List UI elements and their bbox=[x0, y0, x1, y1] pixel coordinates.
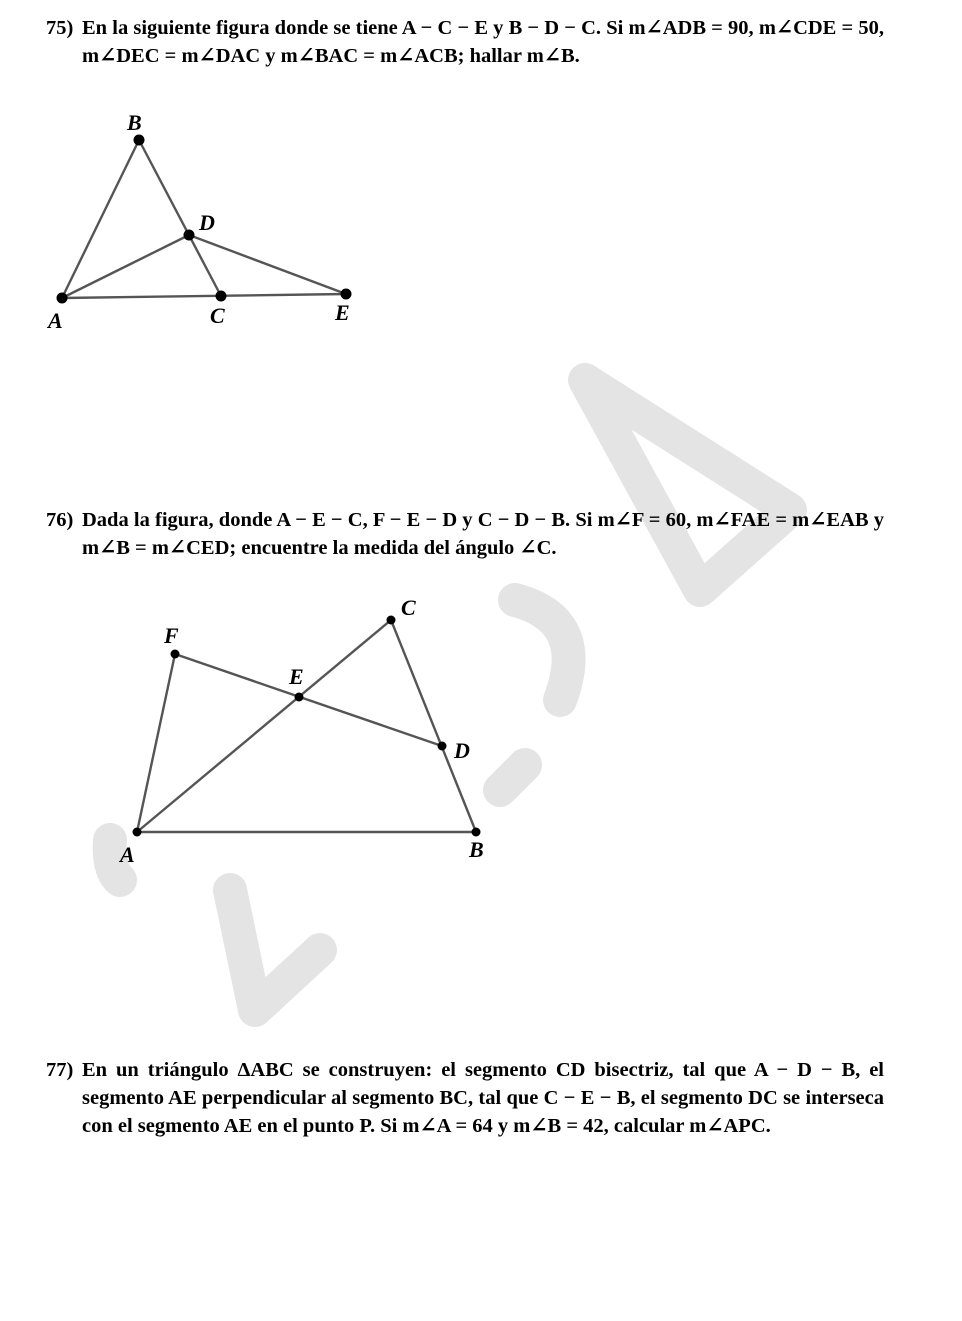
segment-fd bbox=[175, 654, 442, 746]
label-b: B bbox=[469, 837, 484, 862]
point-c bbox=[216, 291, 227, 302]
segment-ad bbox=[62, 235, 189, 298]
point-e bbox=[295, 693, 304, 702]
segment-ab bbox=[62, 140, 139, 298]
problem-text: En la siguiente figura donde se tiene A − C − E y B − D − C. Si m∠ADB = 90, m∠CDE = 50, m∠DEC = m∠DAC y m∠BAC = m∠ACB; hallar m∠B. bbox=[82, 17, 884, 67]
point-c bbox=[387, 616, 396, 625]
watermark bbox=[110, 380, 790, 1010]
label-d: D bbox=[199, 210, 215, 235]
problem-number: 76) bbox=[46, 509, 74, 531]
label-f: F bbox=[164, 623, 179, 648]
problem-77 bbox=[46, 1056, 884, 1140]
point-d bbox=[184, 230, 195, 241]
label-a: A bbox=[120, 842, 135, 867]
label-a: A bbox=[48, 308, 63, 333]
figure-75 bbox=[46, 110, 352, 333]
problem-75 bbox=[46, 14, 884, 70]
point-d bbox=[438, 742, 447, 751]
segment-ae bbox=[62, 294, 346, 298]
label-b: B bbox=[127, 110, 142, 135]
label-c: C bbox=[401, 595, 416, 620]
point-f bbox=[171, 650, 180, 659]
problem-number: 77) bbox=[46, 1059, 74, 1081]
point-e bbox=[341, 289, 352, 300]
label-e: E bbox=[289, 664, 304, 689]
problem-number: 75) bbox=[46, 17, 74, 39]
segment-de bbox=[189, 235, 346, 294]
point-b bbox=[134, 135, 145, 146]
label-e: E bbox=[335, 300, 350, 325]
problem-76 bbox=[46, 506, 884, 562]
problem-text: Dada la figura, donde A − E − C, F − E − D y C − D − B. Si m∠F = 60, m∠FAE = m∠EAB y m∠B = m∠CED; encuentre la medida del ángulo ∠C. bbox=[82, 509, 884, 559]
point-a bbox=[57, 293, 68, 304]
label-d: D bbox=[454, 738, 470, 763]
label-c: C bbox=[210, 303, 225, 328]
figure-76 bbox=[118, 595, 484, 867]
point-a bbox=[133, 828, 142, 837]
segment-cb bbox=[391, 620, 476, 832]
point-b bbox=[472, 828, 481, 837]
problem-text: En un triángulo ΔABC se construyen: el segmento CD bisectriz, tal que A − D − B, el segmento AE perpendicular al segmento BC, tal que C − E − B, el segmento DC se interseca con el segmento AE en el punto P. Si m∠A = 64 y m∠B = 42, calcular m∠APC. bbox=[82, 1059, 884, 1137]
